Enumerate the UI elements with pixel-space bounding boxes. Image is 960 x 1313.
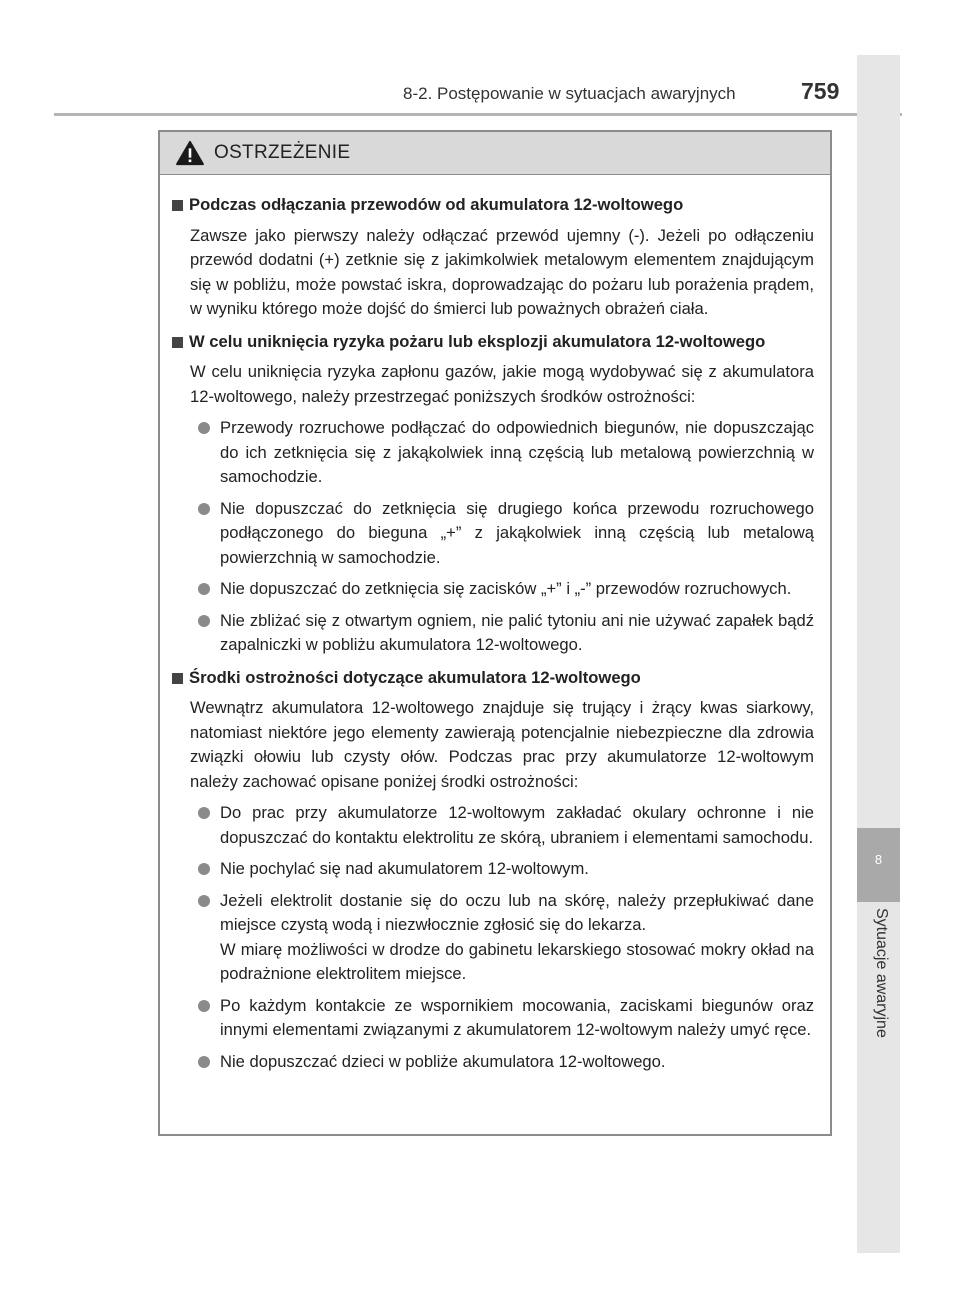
list-item-text: Nie pochylać się nad akumulatorem 12-woltowym.	[220, 859, 589, 878]
list-item-text: Nie dopuszczać dzieci w pobliże akumulatora 12-woltowego.	[220, 1051, 666, 1071]
list-item-text: Nie dopuszczać do zetknięcia się zacisków „+” i „-” przewodów rozruchowych.	[220, 579, 792, 598]
warning-triangle-icon	[174, 140, 206, 166]
list-item	[198, 857, 814, 882]
list-item-text-part: Jeżeli elektrolit dostanie się do oczu lub na skórę, należy przepłukiwać dane miejsce czystą wodą i niezwłocznie zgłosić się do lekarza.	[220, 890, 814, 934]
warning-label: OSTRZEŻENIE	[214, 142, 351, 163]
warning-box	[158, 130, 832, 1136]
chapter-tab-strip	[857, 55, 900, 1253]
round-bullet-icon	[198, 583, 210, 595]
section-heading-text: W celu uniknięcia ryzyka pożaru lub eksplozji akumulatora 12-woltowego	[189, 331, 766, 351]
round-bullet-icon	[198, 895, 210, 907]
round-bullet-icon	[198, 807, 210, 819]
square-bullet-icon	[172, 337, 183, 348]
section-paragraph: Zawsze jako pierwszy należy odłączać przewód ujemny (-). Jeżeli po odłączeniu przewód dodatni (+) zetknie się z jakimkolwiek metalowym elementem znajdującym się w pobliżu, może powstać iskra, doprowadzając do pożaru lub porażenia prądem, w wyniku którego może dojść do śmierci lub poważnych obrażeń ciała.	[190, 225, 814, 318]
section-heading-text: Środki ostrożności dotyczące akumulatora 12-woltowego	[189, 667, 641, 687]
list-item-text: Nie zbliżać się z otwartym ogniem, nie palić tytoniu ani nie używać zapałek bądź zapalniczki w pobliżu akumulatora 12-woltowego.	[220, 610, 814, 654]
page-number: 759	[801, 78, 840, 104]
section-heading	[172, 666, 814, 691]
list-item-text: Przewody rozruchowe podłączać do odpowiednich biegunów, nie dopuszczając do ich zetknięcia się z jakąkolwiek inną częścią lub metalową powierzchnią w samochodzie.	[220, 418, 814, 486]
round-bullet-icon	[198, 1000, 210, 1012]
square-bullet-icon	[172, 200, 183, 211]
list-item	[198, 609, 814, 658]
list-item	[198, 1050, 814, 1075]
section-paragraph: Wewnątrz akumulatora 12-woltowego znajduje się trujący i żrący kwas siarkowy, natomiast niektóre jego elementy zawierają potencjalnie niebezpieczne dla zdrowia związki ołowiu lub czysty ołów. Podczas prac przy akumulatorze 12-woltowym należy zachować opisane poniżej środki ostrożności:	[190, 698, 814, 791]
chapter-title: Sytuacje awaryjne	[873, 908, 890, 1038]
round-bullet-icon	[198, 422, 210, 434]
list-item	[198, 801, 814, 850]
list-item	[198, 416, 814, 490]
page-header	[0, 0, 960, 120]
list-item	[198, 497, 814, 571]
section-title: 8-2. Postępowanie w sytuacjach awaryjnych	[403, 84, 736, 103]
warning-header	[160, 132, 830, 175]
list-item-text-part: W miarę możliwości w drodze do gabinetu lekarskiego stosować mokry okład na podrażnione elektrolitem miejsce.	[220, 939, 814, 983]
section-heading	[172, 193, 814, 218]
list-item	[198, 577, 814, 602]
list-item	[198, 889, 814, 987]
round-bullet-icon	[198, 615, 210, 627]
round-bullet-icon	[198, 503, 210, 515]
round-bullet-icon	[198, 863, 210, 875]
list-item-text: Nie dopuszczać do zetknięcia się drugiego końca przewodu rozruchowego podłączonego do bieguna „+” z jakąkolwiek inną częścią lub metalową powierzchnią w samochodzie.	[220, 498, 814, 567]
chapter-number: 8	[874, 852, 883, 867]
header-divider	[54, 113, 902, 116]
square-bullet-icon	[172, 673, 183, 684]
section-heading	[172, 330, 814, 355]
section-heading-text: Podczas odłączania przewodów od akumulatora 12-woltowego	[189, 195, 684, 214]
list-item-text	[220, 889, 814, 987]
list-item-text: Do prac przy akumulatorze 12-woltowym zakładać okulary ochronne i nie dopuszczać do kontaktu elektrolitu ze skórą, ubraniem i elementami samochodu.	[220, 803, 814, 847]
list-item	[198, 994, 814, 1043]
round-bullet-icon	[198, 1056, 210, 1068]
section-paragraph: W celu uniknięcia ryzyka zapłonu gazów, jakie mogą wydobywać się z akumulatora 12-woltowego, należy przestrzegać poniższych środków ostrożności:	[190, 362, 814, 406]
warning-content	[160, 175, 830, 1074]
list-item-text: Po każdym kontakcie ze wspornikiem mocowania, zaciskami biegunów oraz innymi elementami związanymi z akumulatorem 12-woltowym należy umyć ręce.	[220, 995, 814, 1039]
